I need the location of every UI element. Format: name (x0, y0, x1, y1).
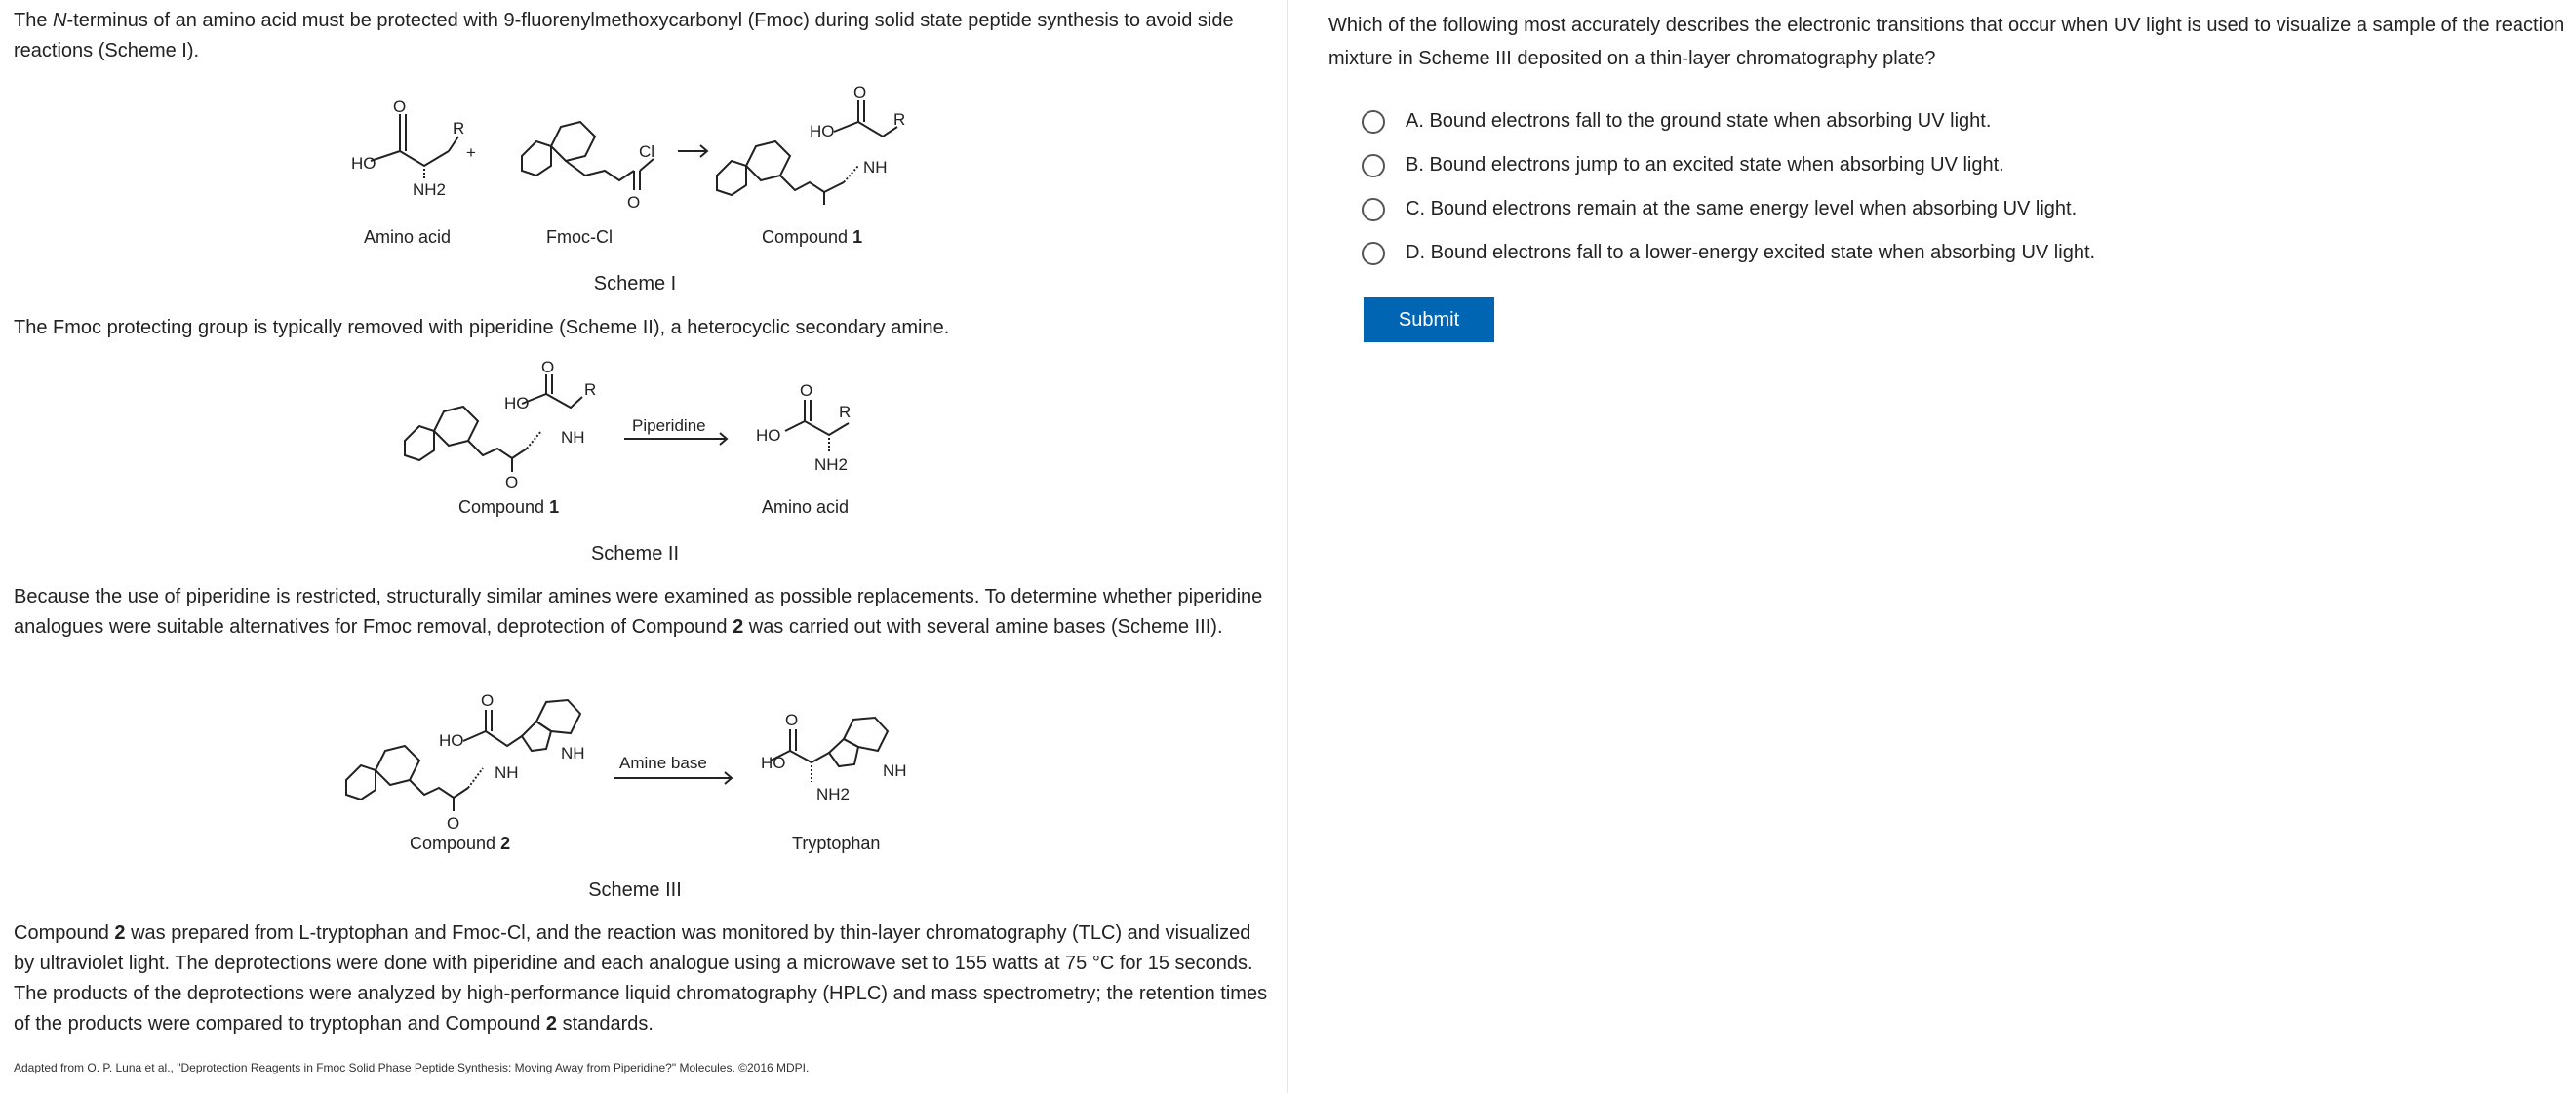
label-tryptophan: Tryptophan (792, 834, 881, 853)
option-text: Bound electrons fall to the ground state when absorbing UV light. (1429, 110, 1992, 132)
label-amino-acid: Amino acid (364, 227, 452, 247)
scheme-3-diagram (341, 691, 927, 833)
nh-label: NH (883, 761, 907, 780)
question-stem: Which of the following most accurately describes the electronic transitions that occur when UV light is used to visualize a sample of the reaction mixture in Scheme III deposited on a thin-layer chromatography plate? (1328, 15, 2565, 69)
o-label: O (627, 193, 641, 212)
scheme-1-caption: Scheme I (593, 273, 677, 294)
option-text: Bound electrons jump to an excited state when absorbing UV light. (1429, 154, 2004, 176)
o-label: O (393, 98, 407, 116)
ho-label: HO (761, 754, 786, 772)
o-label: O (447, 814, 460, 833)
compound-number: 1 (852, 227, 863, 247)
option-label (1406, 198, 2077, 220)
radio-button[interactable] (1362, 242, 1385, 265)
text-run: Compound (410, 834, 501, 853)
option-c[interactable] (1362, 187, 2095, 231)
text-run: was prepared from L-tryptophan and Fmoc-Cl, and the reaction was monitored by thin-layer chromatography (TLC) and visualized by ultraviolet light. The deprotections were done with piperidine and each analogue using a microwave set to 155 watts at 75 °C for 15 seconds. The products of the deprotections were analyzed by high-performance liquid chromatography (HPLC) and mass spectrometry; the retention times of the products were compared to tryptophan and Compound (14, 922, 1268, 1034)
radio-button[interactable] (1362, 110, 1385, 134)
r-label: R (453, 119, 465, 137)
option-label (1406, 110, 1991, 133)
r-label: R (839, 403, 852, 421)
nh-label: NH (561, 744, 585, 762)
ho-label: HO (504, 394, 530, 412)
radio-button[interactable] (1362, 198, 1385, 221)
option-letter: C. (1406, 198, 1425, 219)
option-text: Bound electrons fall to a lower-energy excited state when absorbing UV light. (1430, 242, 2096, 263)
scheme-1-diagram (351, 83, 917, 212)
o-label: O (541, 358, 555, 376)
compound-number: 1 (549, 497, 560, 517)
nh2-label: NH2 (816, 785, 851, 803)
r-label: R (584, 380, 597, 399)
scheme-2-caption: Scheme II (590, 543, 680, 565)
compound-number: 2 (500, 834, 511, 853)
passage-paragraph-4 (14, 918, 1272, 1039)
text-run: Because the use of piperidine is restricted, structurally similar amines were examined as possible replacements. To determine whether piperidine analogues were suitable alternatives for Fmoc removal, deprotection of Compound (14, 586, 1263, 638)
o-label: O (785, 711, 799, 729)
ho-label: HO (756, 426, 781, 445)
text-run: The (14, 10, 54, 31)
option-label (1406, 242, 2095, 264)
answer-options (1362, 99, 2095, 275)
option-a[interactable] (1362, 99, 2095, 143)
label-compound-1 (458, 497, 559, 518)
question-panel (1288, 0, 2576, 1093)
submit-button[interactable]: Submit (1364, 297, 1494, 342)
passage-paragraph-1 (14, 6, 1272, 66)
text-run: was carried out with several amine bases (Scheme III). (743, 616, 1223, 638)
compound-number: 2 (545, 1013, 558, 1034)
scheme-3-caption: Scheme III (588, 879, 682, 901)
cl-label: Cl (639, 142, 655, 161)
option-letter: B. (1406, 154, 1424, 176)
nh2-label: NH2 (814, 455, 849, 474)
italic-n: N (53, 10, 67, 31)
o-label: O (800, 381, 813, 400)
o-label: O (481, 691, 495, 710)
text-run: -terminus of an amino acid must be protected with 9-fluorenylmethoxycarbonyl (Fmoc) during solid state peptide synthesis to avoid side reactions (Scheme I). (14, 10, 1234, 61)
source-credit: Adapted from O. P. Luna et al., "Deprotection Reagents in Fmoc Solid Phase Peptide Synthesis: Moving Away from Piperidine?" Molecules. ©2016 MDPI. (14, 1061, 810, 1074)
option-letter: D. (1406, 242, 1425, 263)
nh2-label: NH2 (413, 180, 447, 199)
text-run: standards. (557, 1013, 654, 1034)
ho-label: HO (439, 731, 464, 750)
reagent-amine-base: Amine base (619, 754, 707, 772)
label-compound-2 (410, 834, 510, 854)
compound-number: 2 (114, 922, 126, 944)
radio-button[interactable] (1362, 154, 1385, 177)
nh-label: NH (561, 428, 585, 447)
ho-label: HO (351, 154, 376, 173)
passage-paragraph-2: The Fmoc protecting group is typically removed with piperidine (Scheme II), a heterocyclic secondary amine. (14, 317, 950, 338)
label-amino-acid: Amino acid (762, 497, 850, 517)
text-run: Compound (762, 227, 853, 247)
text-run: Compound (458, 497, 550, 517)
bond (371, 151, 449, 166)
ho-label: HO (810, 122, 835, 140)
option-letter: A. (1406, 110, 1424, 132)
r-label: R (893, 110, 906, 129)
nh-label: NH (863, 158, 888, 176)
o-label: O (853, 83, 867, 101)
plus-sign: + (466, 143, 476, 162)
label-fmoc-cl: Fmoc-Cl (546, 227, 613, 247)
nh-label: NH (495, 763, 519, 782)
passage-paragraph-3 (14, 582, 1272, 643)
option-label (1406, 154, 2004, 176)
scheme-2-diagram (395, 358, 883, 491)
text-run: Compound (14, 922, 115, 944)
label-compound-1 (762, 227, 862, 248)
option-d[interactable] (1362, 231, 2095, 275)
reagent-piperidine: Piperidine (632, 416, 706, 435)
o-label: O (505, 473, 519, 491)
compound-number: 2 (733, 616, 744, 638)
option-b[interactable] (1362, 143, 2095, 187)
option-text: Bound electrons remain at the same energy level when absorbing UV light. (1430, 198, 2078, 219)
